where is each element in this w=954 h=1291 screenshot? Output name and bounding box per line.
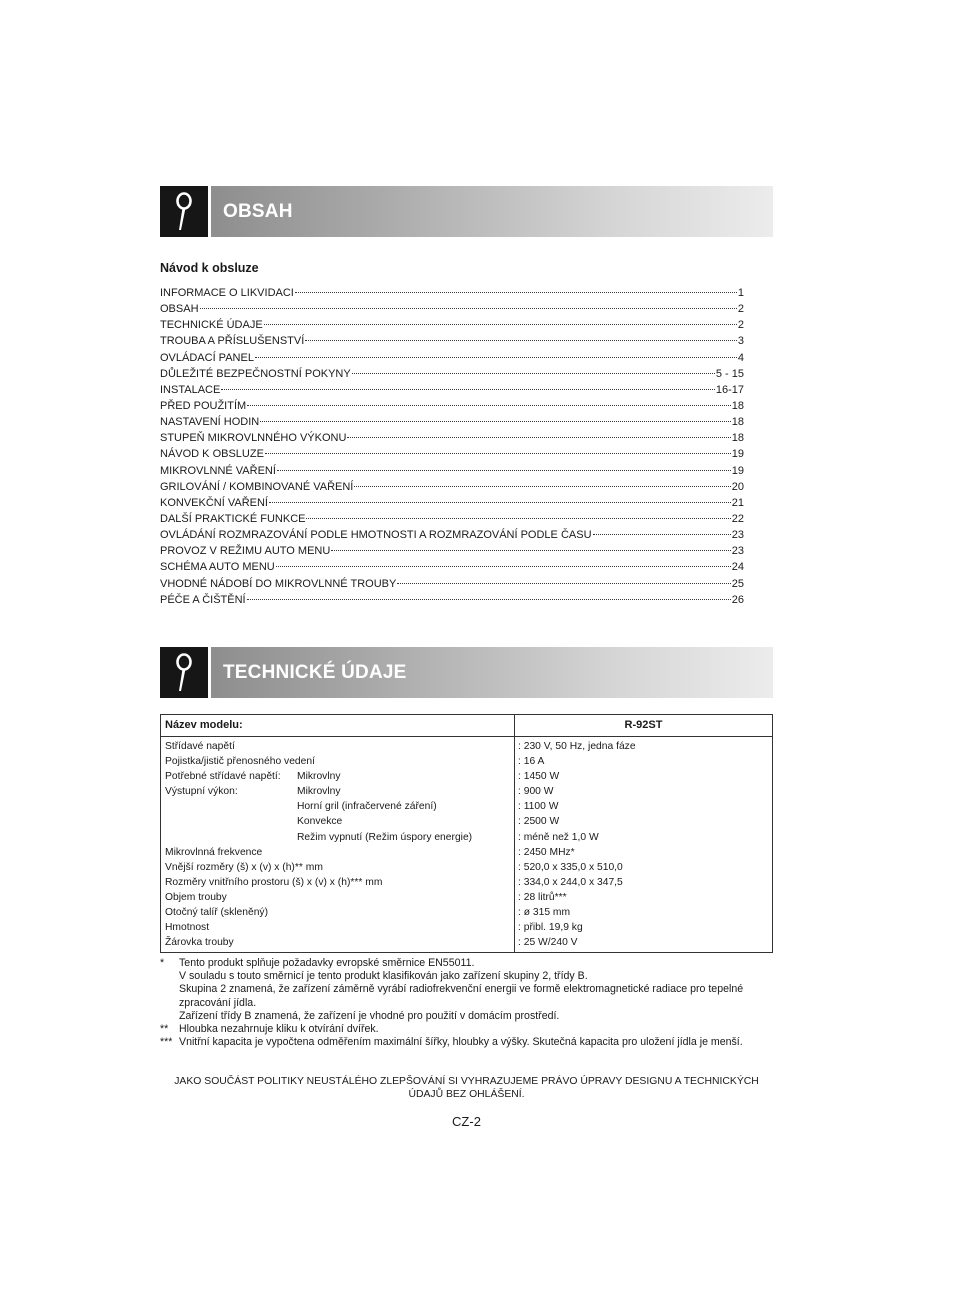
policy-line: ÚDAJŮ BEZ OHLÁŠENÍ. <box>408 1089 525 1100</box>
toc-entry-label: MIKROVLNNÉ VAŘENÍ <box>160 464 276 477</box>
spec-row <box>161 799 772 814</box>
spec-row-value: : 16 A <box>518 756 545 768</box>
footnote-text <box>179 1036 770 1049</box>
toc-entry-label: NÁVOD K OBSLUZE <box>160 448 264 461</box>
section-banner-obsah <box>160 186 773 237</box>
toc-entry <box>160 285 744 301</box>
toc-entry <box>160 576 744 592</box>
toc-entry-label: INFORMACE O LIKVIDACI <box>160 287 294 299</box>
toc-entry <box>160 592 744 608</box>
toc-entry <box>160 333 744 349</box>
spec-row-value: : 2450 MHz* <box>518 846 575 858</box>
toc-entry-label: TROUBA A PŘÍSLUŠENSTVÍ <box>160 335 305 348</box>
toc-entry-page: 25 <box>731 577 744 590</box>
spec-row-label: Hmotnost <box>165 922 210 934</box>
footnote <box>160 957 770 1023</box>
spec-row-value: : 230 V, 50 Hz, jedna fáze <box>518 741 636 752</box>
spec-row <box>161 814 772 829</box>
spec-row-value: : ø 315 mm <box>518 907 571 919</box>
spec-row-label: Otočný talíř (skleněný) <box>165 907 269 919</box>
toc-entry <box>160 495 744 511</box>
toc-entry-page: 2 <box>737 303 744 316</box>
toc-leader-dots <box>277 470 731 471</box>
toc-leader-dots <box>397 583 730 584</box>
toc-entry-page: 26 <box>731 593 744 606</box>
toc-entry-label: OVLÁDACÍ PANEL <box>160 351 254 364</box>
banner-icon-tab <box>160 647 208 698</box>
toc-leader-dots <box>276 566 731 567</box>
spec-table-header-line <box>161 736 772 737</box>
magnifier-pen-icon <box>172 192 196 232</box>
toc-entry-label: STUPEŇ MIKROVLNNÉHO VÝKONU <box>160 432 347 445</box>
toc-entry-label: INSTALACE <box>160 383 221 396</box>
footnote-text <box>179 1023 770 1036</box>
toc-leader-dots <box>269 502 731 503</box>
toc-entry <box>160 366 744 382</box>
toc-entry <box>160 430 744 446</box>
toc-leader-dots <box>306 518 730 519</box>
spec-row <box>161 784 772 799</box>
toc-entry-page: 22 <box>731 512 744 525</box>
toc-entry-page: 2 <box>737 319 744 332</box>
spec-row-label: Výstupní výkon: <box>165 786 238 798</box>
spec-row <box>161 769 772 784</box>
toc-entry-label: DALŠÍ PRAKTICKÉ FUNKCE <box>160 512 306 525</box>
toc-entry-label: GRILOVÁNÍ / KOMBINOVANÉ VAŘENÍ <box>160 480 354 493</box>
toc-leader-dots <box>221 389 715 390</box>
footnote <box>160 1036 770 1049</box>
toc-entry-label: PŘED POUŽITÍM <box>160 399 247 412</box>
footnotes <box>160 957 770 1049</box>
footnote-mark: *** <box>160 1036 173 1049</box>
toc-leader-dots <box>264 324 737 325</box>
spec-row-value: : 25 W/240 V <box>518 937 578 949</box>
spec-row <box>161 890 772 905</box>
spec-row <box>161 739 772 754</box>
spec-row <box>161 920 772 935</box>
toc-entry <box>160 511 744 527</box>
toc-entry <box>160 446 744 462</box>
footnote-text <box>179 957 770 1023</box>
toc-entry <box>160 317 744 333</box>
toc-heading: Návod k obsluze <box>160 261 259 275</box>
toc-leader-dots <box>347 437 730 438</box>
toc-entry-page: 16-17 <box>715 383 744 396</box>
spec-row-value: : 2500 W <box>518 816 560 828</box>
spec-table <box>160 714 773 953</box>
toc-entry <box>160 527 744 543</box>
toc-entry-label: TECHNICKÉ ÚDAJE <box>160 319 263 332</box>
spec-row-label: Pojistka/jistič přenosného vedení <box>165 756 315 768</box>
spec-row-sublabel: Mikrovlny <box>297 771 341 783</box>
toc-entry-page: 23 <box>731 545 744 558</box>
spec-row <box>161 860 772 875</box>
toc-leader-dots <box>247 599 731 600</box>
spec-row-value: : 1100 W <box>518 801 559 813</box>
spec-header-model-label: Název modelu: <box>165 719 243 731</box>
footnote-line: Hloubka nezahrnuje kliku k otvírání dvířek. <box>179 1023 379 1036</box>
toc-entry-page: 1 <box>737 287 744 299</box>
spec-header-model-value: R-92ST <box>624 719 663 731</box>
toc-entry-page: 18 <box>731 432 744 445</box>
spec-row-label: Rozměry vnitřního prostoru (š) x (v) x (h)*** mm <box>165 876 383 888</box>
toc-entry-label: OVLÁDÁNÍ ROZMRAZOVÁNÍ PODLE HMOTNOSTI A ROZMRAZOVÁNÍ PODLE ČASU <box>160 529 592 542</box>
toc-entry-label: PROVOZ V REŽIMU AUTO MENU <box>160 545 331 558</box>
toc-entry-label: DŮLEŽITÉ BEZPEČNOSTNÍ POKYNY <box>160 367 351 380</box>
toc-leader-dots <box>331 550 730 551</box>
table-of-contents <box>160 285 744 608</box>
spec-row-sublabel: Konvekce <box>297 816 343 828</box>
banner-icon-tab <box>160 186 208 237</box>
footnote-line: V souladu s touto směrnicí je tento produkt klasifikován jako zařízení skupiny 2, třídy B. <box>179 970 588 983</box>
toc-entry-label: NASTAVENÍ HODIN <box>160 416 260 429</box>
spec-row-value: : 1450 W <box>518 771 560 783</box>
toc-entry-page: 21 <box>731 496 744 509</box>
spec-row-label: Žárovka trouby <box>165 937 234 949</box>
toc-entry-page: 23 <box>731 529 744 542</box>
section-title-obsah: OBSAH <box>223 201 293 222</box>
spec-row-value: : přibl. 19,9 kg <box>518 922 583 934</box>
toc-entry-label: VHODNÉ NÁDOBÍ DO MIKROVLNNÉ TROUBY <box>160 577 397 590</box>
toc-entry <box>160 301 744 317</box>
toc-entry <box>160 398 744 414</box>
toc-entry-page: 18 <box>731 416 744 429</box>
toc-entry-label: OBSAH <box>160 303 199 316</box>
spec-row <box>161 905 772 920</box>
footnote-line: Vnitřní kapacita je vypočtena odměřením maximální šířky, hloubky a výšky. Skutečná kapacita pro uložení jídla je menší. <box>179 1036 743 1049</box>
banner-separator <box>208 647 211 698</box>
spec-row <box>161 754 772 769</box>
toc-leader-dots <box>352 373 715 374</box>
toc-entry-page: 18 <box>731 399 744 412</box>
toc-entry-label: PÉČE A ČIŠTĚNÍ <box>160 593 246 606</box>
spec-rows <box>161 739 772 950</box>
toc-entry <box>160 382 744 398</box>
toc-leader-dots <box>295 292 737 293</box>
toc-leader-dots <box>593 534 731 535</box>
footnote-mark: ** <box>160 1023 169 1036</box>
footnote-line: Zařízení třídy B znamená, že zařízení je vhodné pro použití v domácím prostředí. <box>179 1009 560 1022</box>
policy-notice <box>160 1075 773 1101</box>
spec-row-sublabel: Režim vypnutí (Režim úspory energie) <box>297 831 473 843</box>
banner-separator <box>208 186 211 237</box>
spec-row <box>161 875 772 890</box>
toc-entry-page: 20 <box>731 480 744 493</box>
spec-row <box>161 935 772 950</box>
toc-entry-label: KONVEKČNÍ VAŘENÍ <box>160 496 268 509</box>
toc-entry <box>160 463 744 479</box>
toc-leader-dots <box>354 486 730 487</box>
section-banner-technicke-udaje <box>160 647 773 698</box>
page-number: CZ-2 <box>452 1114 481 1129</box>
toc-entry <box>160 479 744 495</box>
toc-entry <box>160 414 744 430</box>
toc-entry-page: 5 - 15 <box>715 367 744 380</box>
toc-entry-page: 3 <box>737 335 744 348</box>
spec-row-value: : 28 litrů*** <box>518 891 567 903</box>
toc-leader-dots <box>200 308 737 309</box>
spec-row-label: Vnější rozměry (š) x (v) x (h)** mm <box>165 861 323 873</box>
magnifier-pen-icon <box>172 653 196 693</box>
toc-leader-dots <box>255 357 737 358</box>
toc-leader-dots <box>265 453 731 454</box>
toc-entry-label: SCHÉMA AUTO MENU <box>160 561 275 574</box>
toc-leader-dots <box>247 405 731 406</box>
spec-row <box>161 830 772 845</box>
toc-entry <box>160 543 744 559</box>
footnote-line: Skupina 2 znamená, že zařízení záměrně vyrábí radiofrekvenční energii ve formě elektromagnetické radiace pro tepelné zpracování jídla. <box>179 983 744 1009</box>
spec-row-sublabel: Horní gril (infračervené záření) <box>297 801 437 813</box>
spec-row-value: : méně než 1,0 W <box>518 831 599 843</box>
spec-row-label: Potřebné střídavé napětí: <box>165 771 281 783</box>
spec-row-sublabel: Mikrovlny <box>297 786 341 798</box>
spec-row-value: : 900 W <box>518 786 554 798</box>
toc-entry <box>160 559 744 575</box>
spec-row-label: Objem trouby <box>165 891 227 903</box>
policy-line: JAKO SOUČÁST POLITIKY NEUSTÁLÉHO ZLEPŠOVÁNÍ SI VYHRAZUJEME PRÁVO ÚPRAVY DESIGNU A TECHNICKÝCH <box>174 1076 759 1087</box>
toc-entry-page: 19 <box>731 464 744 477</box>
spec-row <box>161 845 772 860</box>
toc-leader-dots <box>260 421 731 422</box>
spec-row-value: : 520,0 x 335,0 x 510,0 <box>518 861 623 873</box>
section-title-technicke-udaje: TECHNICKÉ ÚDAJE <box>223 662 407 683</box>
toc-leader-dots <box>305 340 737 341</box>
footnote-mark: * <box>160 957 165 969</box>
footnote <box>160 1023 770 1036</box>
spec-row-label: Střídavé napětí <box>165 741 235 752</box>
toc-entry-page: 19 <box>731 448 744 461</box>
toc-entry <box>160 350 744 366</box>
footnote-line: Tento produkt splňuje požadavky evropské směrnice EN55011. <box>179 957 475 969</box>
toc-entry-page: 4 <box>737 351 744 364</box>
spec-row-label: Mikrovlnná frekvence <box>165 846 263 858</box>
spec-row-value: : 334,0 x 244,0 x 347,5 <box>518 876 623 888</box>
toc-entry-page: 24 <box>731 561 744 574</box>
